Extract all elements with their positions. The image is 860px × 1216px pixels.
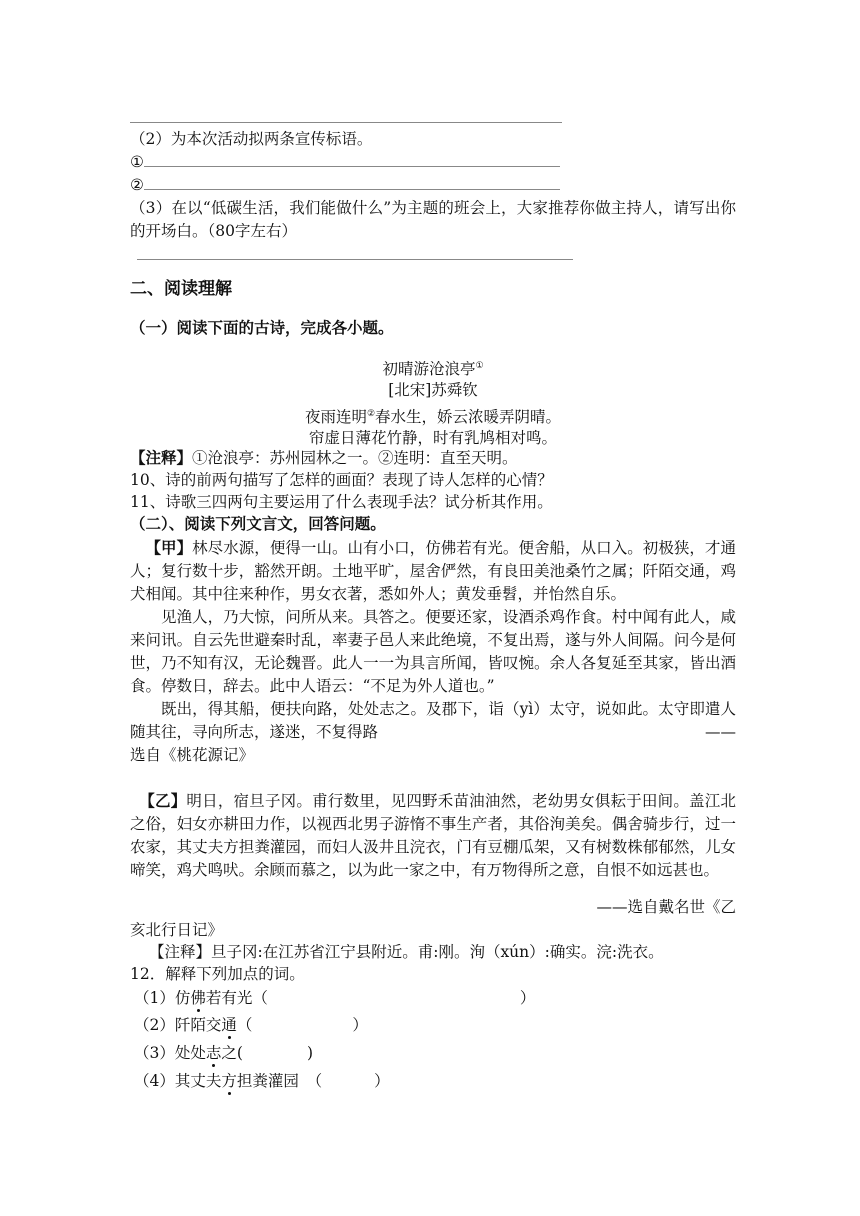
close-paren: ）: [352, 1016, 368, 1034]
note-text: ①沧浪亭：苏州园林之一。②连明：直至天明。: [192, 449, 518, 467]
poem-note-mark: ②: [366, 409, 376, 419]
item-2-post: （: [236, 1016, 253, 1034]
yi-p1-text: 明日，宿旦子冈。甫行数里，见四野禾苗油油然，老幼男女俱耘于田间。盖江北之俗，妇女亦耕田力作，以视西北男子游惰不事生产者，其俗洵美矣。偶舍骑步行，过一农家，其丈夫方担粪灌园，而妇人汲井且浣衣，门有豆棚瓜架，又有树数株郁郁然，儿女啼笑，鸡犬鸣吠。余顾而慕之，以为此一家之中，有万物得所之意，自恨不如远甚也。: [130, 792, 736, 879]
item-1-pre: （1）仿: [134, 989, 191, 1007]
jia-p3: [130, 698, 736, 744]
poem-note-mark: ①: [475, 361, 484, 371]
item-3-pre: （3）处处: [134, 1044, 206, 1062]
yi-source-b: 亥北行日记》: [130, 921, 224, 939]
q12-item-4: [134, 1070, 390, 1092]
q2-slogan-2: [130, 174, 560, 196]
passage-yi: [130, 790, 736, 882]
q12-item-1: [134, 987, 535, 1009]
poem-author: [北宋]苏舜钦: [388, 381, 478, 399]
dotted-word: 佛: [190, 989, 206, 1007]
jia-label: 【甲】: [145, 539, 193, 557]
part1-title: （一）阅读下面的古诗，完成各小题。: [130, 319, 394, 337]
slogan-1-blank[interactable]: [144, 166, 560, 167]
slogan-2-blank[interactable]: [144, 189, 560, 190]
slogan-1-mark: ①: [130, 153, 144, 171]
passage-jia: [130, 537, 736, 767]
dotted-word: 通: [221, 1016, 237, 1034]
question-11: 11、诗歌三四两句主要运用了什么表现手法？试分析其作用。: [130, 493, 553, 511]
q3-text: （3）在以“低碳生活，我们能做什么”为主题的班会上，大家推荐你做主持人，请写出你的开场白。（80字左右）: [130, 199, 736, 240]
poem-line-1-a: 夜雨连明: [304, 408, 367, 427]
dotted-word: 志: [205, 1044, 222, 1062]
answer-line[interactable]: [130, 122, 562, 123]
jia-p3-text: 既出，得其船，便扶向路，处处志之。及郡下，诣（yì）太守，说如此。太守即遣人随其往，寻向所志，遂迷，不复得路: [130, 700, 736, 741]
dotted-word: 方: [221, 1072, 237, 1090]
q2-slogan-1: [130, 151, 560, 173]
section-title: 二、阅读理解: [130, 279, 232, 299]
poem-note: [130, 447, 518, 469]
item-2-pre: （2）阡陌交: [134, 1016, 222, 1034]
q12-item-3: [134, 1042, 313, 1064]
item-4-pre: （4）其丈夫: [134, 1072, 222, 1090]
item-4-post: 担粪灌园 （: [236, 1072, 323, 1090]
q12-item-2: [134, 1014, 368, 1036]
close-paren: ）: [374, 1072, 390, 1090]
poem-title-text: 初晴游沧浪亭: [382, 360, 476, 379]
part2-title: （二）、阅读下列文言文，回答问题。: [130, 515, 386, 533]
item-1-post: 若有光（: [205, 989, 268, 1007]
yi-p1: [130, 790, 736, 882]
close-paren: ）: [519, 989, 536, 1007]
q2-prompt: （2）为本次活动拟两条宣传标语。: [130, 130, 373, 148]
note-label: 【注释】: [130, 449, 193, 467]
jia-dash: ——: [705, 723, 736, 741]
slogan-2-mark: ②: [130, 176, 144, 194]
answer-line[interactable]: [137, 259, 573, 260]
poem-line-2: 帘虚日薄花竹静，时有乳鸠相对鸣。: [308, 429, 557, 447]
jia-p1-text: 林尽水源，便得一山。山有小口，仿佛若有光。便舍船，从口入。初极狭，才通人；复行数十步，豁然开朗。土地平旷，屋舍俨然，有良田美池桑竹之属；阡陌交通，鸡犬相闻。其中往来种作，男女衣著，悉如外人；黄发垂髫，并怡然自乐。: [130, 539, 736, 603]
yi-label: 【乙】: [139, 792, 187, 810]
close-paren: ): [306, 1044, 314, 1062]
yi-source-a: ——选自戴名世《乙: [596, 898, 736, 916]
jia-p2: 见渔人，乃大惊，问所从来。具答之。便要还家，设酒杀鸡作食。村中闻有此人，咸来问讯。自云先世避秦时乱，率妻子邑人来此绝境，不复出焉，遂与外人间隔。问今是何世，乃不知有汉，无论魏晋。此人一一为具言所闻，皆叹惋。余人各复延至其家，皆出酒食。停数日，辞去。此中人语云：“不足为外人道也。”: [130, 608, 736, 695]
question-10: 10、诗的前两句描写了怎样的画面？表现了诗人怎样的心情？: [130, 471, 553, 489]
jia-p1: [130, 537, 736, 606]
jia-source: 选自《桃花源记》: [130, 746, 255, 764]
item-3-post: 之(: [221, 1044, 243, 1062]
poem-line-1-b: 春水生，娇云浓暖弄阴晴。: [375, 408, 562, 427]
question-12: 12．解释下列加点的词。: [130, 965, 305, 983]
yi-note: 【注释】旦子冈:在江苏省江宁县附近。甫:刚。洵（xún）:确实。浣:洗衣。: [149, 943, 664, 961]
